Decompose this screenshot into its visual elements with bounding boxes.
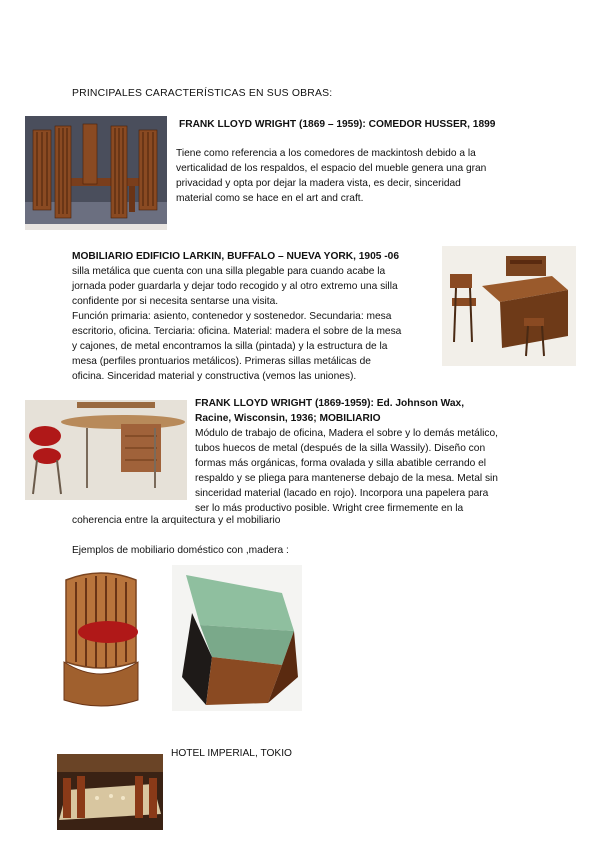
section3-line: tubos huecos de metal (después de la silla Wassily). Diseño con: [195, 443, 486, 454]
section2-line: y cajones, de metal encontramos la silla (pintada) y la estructura de la: [72, 341, 388, 352]
section1-line: material como se hace en el art and craft.: [176, 193, 364, 204]
examples-heading: Ejemplos de mobiliario doméstico con ,madera :: [72, 545, 289, 556]
section2-line: silla metálica que cuenta con una silla plegable para cuando acabe la: [72, 266, 386, 277]
section3-title-line2: Racine, Wisconsin, 1936; MOBILIARIO: [195, 413, 381, 424]
section3-line: ser lo más productivo posible. Wright cree firmemente en la: [195, 503, 464, 514]
page-heading: PRINCIPALES CARACTERÍSTICAS EN SUS OBRAS:: [72, 88, 333, 99]
section3-line: Módulo de trabajo de oficina, Madera el sobre y lo demás metálico,: [195, 428, 498, 439]
section3-last-line: coherencia entre la arquitectura y el mobiliario: [72, 515, 281, 526]
section1-line: verticalidad de los respaldos, el espacio del mueble genera una gran: [176, 163, 487, 174]
section1-line: privacidad y opta por dejar la madera vista, es decir, sinceridad: [176, 178, 461, 189]
section2-text: [72, 249, 440, 384]
hotel-imperial-photo: [57, 754, 163, 830]
husser-dining-photo: [25, 116, 167, 230]
section2-line: escritorio, oficina. Terciaria: oficina. Material: madera el sobre de la mesa: [72, 326, 402, 337]
section2-line: Función primaria: asiento, contenedor y sostenedor. Secundaria: mesa: [72, 311, 392, 322]
section3-line: sinceridad material (lacado en rojo). Incorpora una papelera para: [195, 488, 489, 499]
section2-title: MOBILIARIO EDIFICIO LARKIN, BUFFALO – NUEVA YORK, 1905 -06: [72, 251, 399, 262]
hotel-caption: HOTEL IMPERIAL, TOKIO: [171, 748, 292, 759]
larkin-desk-photo: [442, 246, 576, 366]
barrel-chair-photo: [56, 566, 146, 712]
origami-chair-photo: [172, 565, 302, 711]
section3-title-line1: FRANK LLOYD WRIGHT (1869-1959): Ed. Johnson Wax,: [195, 398, 465, 409]
section3-line: respaldo y se pliega para mantenerse debajo de la mesa. Metal sin: [195, 473, 498, 484]
section2-line: confidente por si necesita sentarse una visita.: [72, 296, 279, 307]
section1-line: Tiene como referencia a los comedores de mackintosh debido a la: [176, 148, 476, 159]
section3-text: [195, 396, 535, 516]
section3-line: formas más orgánicas, forma ovalada y silla abatible cerrando el: [195, 458, 487, 469]
section1-title: FRANK LLOYD WRIGHT (1869 – 1959): COMEDOR HUSSER, 1899: [179, 119, 496, 130]
section2-line: oficina. Sinceridad material y constructiva (vemos las uniones).: [72, 371, 357, 382]
section1-body: [176, 146, 486, 206]
section2-line: mesa (perfiles prontuarios metálicos). Primeras sillas metálicas de: [72, 356, 371, 367]
section2-line: jornada poder guardarla y dejar todo recogido y al otro extremo una silla: [72, 281, 398, 292]
johnson-wax-desk-photo: [25, 400, 187, 500]
